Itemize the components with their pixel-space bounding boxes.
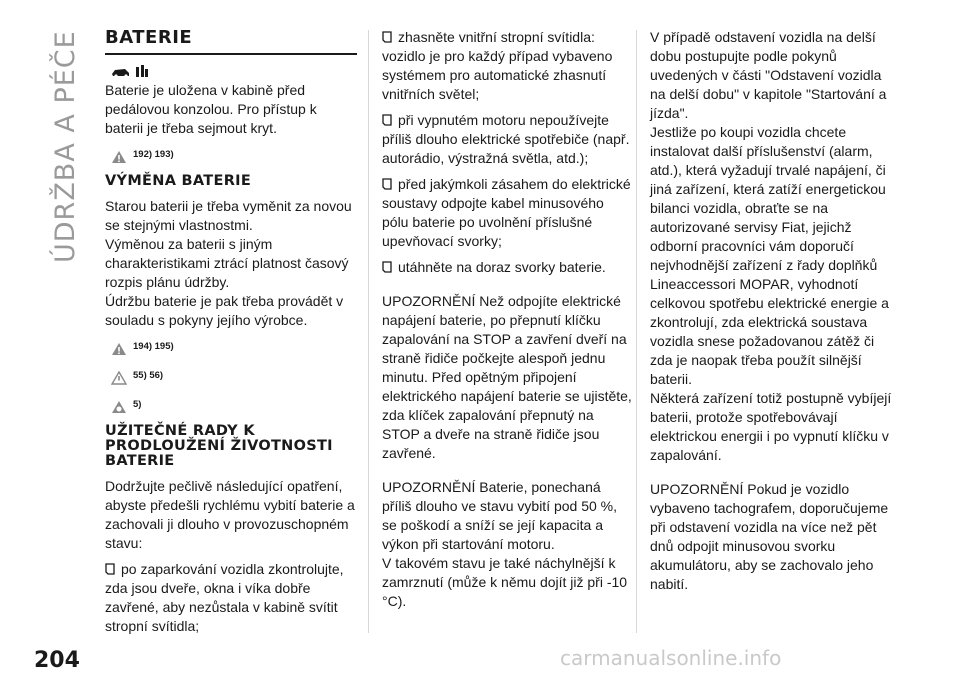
- list-item-text: před jakýmkoli zásahem do elektrické soustavy odpojte kabel minusového pólu baterie po uvolnění příslušné upevňovací svorky;: [382, 176, 631, 249]
- environment-icon: [111, 400, 127, 414]
- list-item: [382, 111, 634, 168]
- body-text: V případě odstavení vozidla na delší dobu postupujte podle pokynů uvedených v části "Odstavení vozidla na delší dobu" v kapitole "Startování a jízda".: [650, 29, 887, 121]
- page-number: 204: [34, 648, 80, 673]
- body-text: Údržbu baterie je pak třeba provádět v souladu s pokyny jejího výrobce.: [105, 293, 344, 328]
- list-item-text: při vypnutém motoru nepoužívejte příliš dlouho elektrické spotřebiče (např. autorádio, výstražná světla, atd.);: [382, 112, 630, 166]
- body-text: Starou baterii je třeba vyměnit za novou se stejnými vlastnostmi.: [105, 198, 352, 233]
- body-text: Dodržujte pečlivě následující opatření, abyste předešli rychlému vybití baterie a zachovali ji dlouho v provozuschopném stavu:: [105, 478, 355, 551]
- notice-text: UPOZORNĚNÍ Pokud je vozidlo vybaveno tachografem, doporučujeme při odstavení vozidla na více než pět dnů odpojit minusovou svorku akumulátoru, aby se zachovalo jeho nabití.: [650, 481, 889, 592]
- bullet-square-icon: [382, 178, 392, 190]
- column-divider: [368, 30, 369, 633]
- column-1: [105, 28, 357, 643]
- list-item: [105, 560, 357, 636]
- environment-ref-text: 5): [133, 399, 142, 410]
- chapter-side-title: ÚDRŽBA A PÉČE: [50, 30, 81, 263]
- list-item-text: zhasněte vnitřní stropní svítidla: vozidlo je pro každý případ vybaveno systémem pro automatické zhasnutí vnitřních světel;: [382, 29, 613, 102]
- intro-text: Baterie je uložena v kabině před pedálovou konzolou. Pro přístup k baterii je třeba sejmout kryt.: [105, 82, 317, 136]
- warning-ref-text: 192) 193): [133, 149, 174, 160]
- watermark: carmanualsonline.info: [560, 646, 782, 670]
- column-2: [382, 28, 634, 618]
- section-title: BATERIE: [105, 28, 357, 55]
- list-item: [382, 175, 634, 251]
- caution-ref-text: 55) 56): [133, 370, 164, 381]
- list-item-text: po zaparkování vozidla zkontrolujte, zda jsou dveře, okna i víka dobře zavřené, aby nezůstala v kabině svítit stropní svítidla;: [105, 561, 344, 634]
- caution-triangle-icon: [111, 371, 127, 385]
- warning-ref-text: 194) 195): [133, 341, 174, 352]
- notice-text: UPOZORNĚNÍ Než odpojíte elektrické napájení baterie, po přepnutí klíčku zapalování na STOP a zavření dveří na straně řidiče počkejte alespoň jednu minutu. Před opětným připojení elektrického napájení baterie se ujistěte, zda klíček zapalování přepnutý na STOP a dveře na straně řidiče jsou zavřené.: [382, 293, 632, 461]
- column-divider: [636, 30, 637, 633]
- list-item: [382, 28, 634, 104]
- symbol-row: [111, 63, 357, 79]
- body-text: Jestliže po koupi vozidla chcete instalovat další příslušenství (alarm, atd.), která vyžadují trvalé napájení, či jiná zařízení, která zatíží energetickou bilanci vozidla, obraťte se na autorizované servisy Fiat, jejichž odborní pracovníci vám doporučí nejvhodnější zařízení z řady doplňků Lineaccessori MOPAR, vyhodnotí celkovou spotřebu elektrické energie a zkontrolují, zda elektrická soustava vozidla snese požadovanou zátěž či zda je naopak třeba použít silnější baterii.: [650, 124, 889, 387]
- warning-reference: [111, 337, 357, 356]
- caution-reference: [111, 366, 357, 385]
- body-text: Některá zařízení totiž postupně vybíjejí baterii, protože spotřebovávají elektrickou energii i po vypnutí klíčku v zapalování.: [650, 390, 892, 463]
- bullet-square-icon: [382, 31, 392, 43]
- bullet-square-icon: [382, 114, 392, 126]
- warning-reference: [111, 145, 357, 164]
- car-wrench-icon: [111, 64, 131, 78]
- list-item-text: utáhněte na doraz svorky baterie.: [398, 259, 606, 275]
- notice-text: UPOZORNĚNÍ Baterie, ponechaná příliš dlouho ve stavu vybití pod 50 %, se poškodí a sníží se její kapacita a výkon při startování motoru.: [382, 479, 618, 552]
- subsection-title: UŽITEČNÉ RADY K PRODLOUŽENÍ ŽIVOTNOSTI BATERIE: [105, 423, 333, 469]
- column-3: [650, 28, 900, 601]
- warning-triangle-icon: [111, 342, 127, 356]
- notice-text: V takovém stavu je také náchylnější k zamrznutí (může k němu dojít již při -10 °C).: [382, 555, 628, 609]
- subsection-title: VÝMĚNA BATERIE: [105, 173, 252, 189]
- environment-reference: [111, 395, 357, 414]
- body-text: Výměnou za baterii s jiným charakteristikami ztrácí platnost časový rozpis plánu údržby.: [105, 236, 349, 290]
- list-item: [382, 258, 634, 277]
- battery-disconnect-icon: [135, 64, 149, 78]
- bullet-square-icon: [105, 563, 115, 575]
- warning-triangle-icon: [111, 150, 127, 164]
- bullet-square-icon: [382, 261, 392, 273]
